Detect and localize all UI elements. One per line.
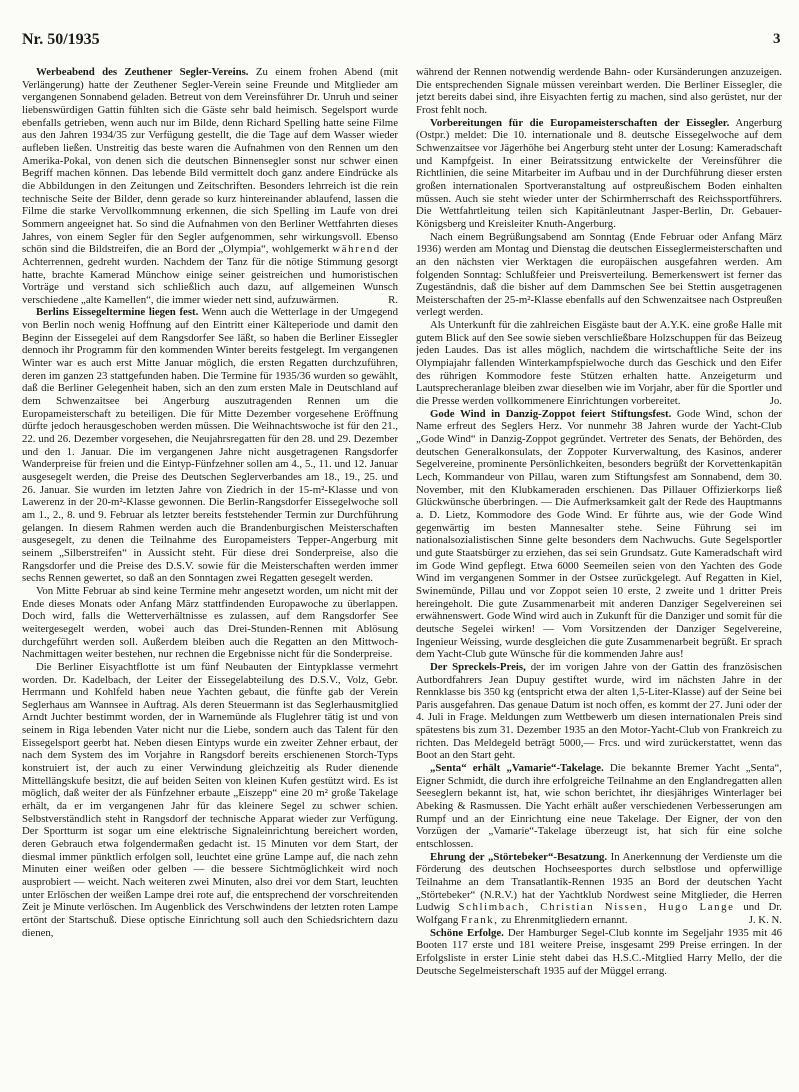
article-stoertebeker-text-mid: und Dr. Wolfgang bbox=[416, 901, 782, 926]
article-zeuthen-text: Zu einem frohen Abend (mit Verlängerung) hatte der Zeuthener Segler-Verein seine Freunde und Mitglieder am vergangenen Sonnabend geladen. Betreut von dem Vereinsführer Dr. Unruh und seiner liebenswürdigen Gattin fühlten sich die Gäste sehr bald heimisch. Segelsport wurde ebenfalls getrieben, wenn auch nur im Bilde, denn Richard Spelling hatte seine Filme aus den Jahren 1934/35 zur Verfügung gestellt, die die Tage auf dem Wasser wieder aufleben ließen. Unstreitig das beste waren die Aufnahmen von den Rennen um den Amerika-Pokal, von denen sich die deutschen Binnensegler sonst nur schwer einen Begriff machen können. Das lebende Bild vermittelt doch ganz andere Eindrücke als die Abbildungen in den Zeitungen und Zeitschriften. Besonders lehrreich ist die rein technische Seite der Bilder, denn gerade so kurz hintereinander ablaufend, lassen die Filme die starke Vervollkommnung erkennen, die sich Spelling im Laufe von drei Sommern angeeignet hat. So sind die Aufnahmen von den Berliner Wettfahrten dieses Jahres, von einem Segler für den Segler aufgenommen, sehr wirkungsvoll. Ebenso schön sind die Bildstreifen, die an Bord der „Olympia“, wohlgemerkt bbox=[22, 66, 398, 256]
article-european-championship-paragraph-2: Nach einem Begrüßungsabend am Sonntag (Ende Februar oder Anfang März 1936) werden am Montag und Dienstag die deutschen Eisseglermeisterschaften und an den nächsten vier Werktagen die europäischen ausgefahren werden. Am folgenden Sonntag: Schlußfeier und Preisverteilung. Bemerkenswert ist ferner das Zugeständnis, daß die bisher auf dem Dammschen See bei Stettin ausgetragenen Meisterschaften der 25-m²-Klasse ebenfalls auf den Schwenzaitsee nach Ostpreußen verlegt werden. bbox=[416, 230, 782, 319]
article-berlin-ice-title: Berlins Eissegeltermine liegen fest. bbox=[36, 306, 199, 319]
issue-number: Nr. 50/1935 bbox=[22, 31, 100, 48]
article-gode-wind-title: Gode Wind in Danzig-Zoppot feiert Stiftungsfest. bbox=[430, 407, 672, 420]
article-european-championship-text: Angerburg (Ostpr.) meldet: Die 10. internationale und 8. deutsche Eissegelwoche auf dem Schwenzaitsee vor Jägerhöhe bei Angerburg steht unter der Losung: Kameradschaft und Kampfgeist. In einer Beiratssitzung entwickelte der Vereinsführer die Richtlinien, die seine Mitarbeiter im Aufbau und in der Durchführung dieser ersten großen internationalen Sportveranstaltung auf ostpreußischem Boden einhalten müssen. Auch sie steht wieder unter der Schirmherrschaft des Reichssportführers. Die Wettfahrtleitung teilen sich Kapitänleutnant Jasper-Berlin, Dr. Gebauer-Königsberg und Kreisleiter Knuth-Angerburg. bbox=[416, 116, 782, 230]
article-zeuthen-text-end: der Achterrennen, gedreht wurden. Nachdem der Tanz für die nötige Stimmung gesorgt hatte, brachte Kamerad Münchow einige seiner geistreichen und humoristischen Vorträge und verstand sich schließlich auch dazu, auf allgemeinen Wunsch verschiedene „alte Kamellen“, die immer wieder nett sind, aufzuwärmen. bbox=[22, 243, 398, 306]
article-european-championship-text-3: Als Unterkunft für die zahlreichen Eisgäste baut der A.Y.K. eine große Halle mit gutem Blick auf den See sowie sieben verschließbare Holzschuppen für das Beizeug jeden Laudes. Das ist alles möglich, nachdem die wirtschaftliche Seite der ins Olympiajahr fallenden Winterkampfspielwoche durch das Geschick und den Eifer des rührigen Kommodore feste Stützen erhalten hatte. Anzeigeturm und Lautsprecheranlage bleiben zwar dieselben wie im Vorjahr, aber für die Sportler und die Presse werden vollkommenere Einrichtungen vorbereitet. bbox=[416, 319, 782, 408]
article-european-championship bbox=[416, 117, 782, 231]
article-european-championship-signature: Jo. bbox=[769, 395, 782, 408]
article-spreckels bbox=[416, 661, 782, 762]
article-successes-text: Der Hamburger Segel-Club konnte im Segeljahr 1935 mit 46 Booten 117 erste und 181 weitere Preise, insgesamt 299 Preise erringen. In der Erfolgsliste in erster Linie steht dabei das H.S.C.-Mitglied Harry Mello, der die Deutsche Segelmeisterschaft 1935 auf der Müggel errang. bbox=[416, 926, 782, 977]
article-zeuthen bbox=[22, 66, 398, 306]
article-stoertebeker-name-frank: Frank, bbox=[461, 913, 499, 926]
article-successes bbox=[416, 927, 782, 978]
article-stoertebeker-text: In Anerkennung der Verdienste um die Förderung des deutschen Hochseesportes durch selbstlose und opferwillige Teilnahme an dem Transatlantik-Rennen 1935 an Bord der deutschen Yacht „Störtebeker“ (N.R.V.) hat der Yachtklub Nordwest seine Mitglieder, die Herren Ludwig bbox=[416, 850, 782, 914]
article-stoertebeker-title: Ehrung der „Störtebeker“-Besatzung. bbox=[430, 850, 608, 863]
article-zeuthen-signature: R. bbox=[388, 293, 398, 306]
article-senta-title: „Senta“ erhält „Vamarie“-Takelage. bbox=[430, 762, 604, 775]
article-stoertebeker-names: Schlimbach, Christian Nissen, Hugo Lange bbox=[458, 901, 735, 914]
article-berlin-ice-paragraph-2: Von Mitte Februar ab sind keine Termine mehr angesetzt worden, um nicht mit der Ende dieses Monats oder Anfang März stattfindenden Europawoche zu überlappen. Doch wird, falls die Wetterverhältnisse es zulassen, auf dem Rangsdorfer See weitergesegelt werden, wobei auch das Drei-Stunden-Rennen mit Ablösung durchgeführt werden soll. Außerdem bleiben auch die Regatten an den Mittwoch-Nachmittagen weiter bestehen, nur rechnen die Ergebnisse nicht für die Sonderpreise. bbox=[22, 584, 398, 661]
article-successes-title: Schöne Erfolge. bbox=[430, 926, 504, 939]
article-senta bbox=[416, 762, 782, 851]
article-european-championship-paragraph-3 bbox=[416, 319, 782, 408]
article-stoertebeker-signature: J. K. N. bbox=[748, 913, 782, 926]
article-berlin-ice-paragraph-3: Die Berliner Eisyachtflotte ist um fünf Neubauten der Eintypklasse vermehrt worden. Dr. Kadelbach, der Leiter der Eissegelabteilung des D.S.V., Volz, Gebr. Herrmann und Kohlfeld haben neue Yachten gebaut, die fünfte gab der Verein Seglerhaus am Wannsee in Auftrag. Als deren Steuermann ist das Seglerhausmitglied Arndt Juchter bestimmt worden, der in Warnemünde als Fluglehrer tätig ist und von seinem in Riga lebenden Vater nicht nur die Liebe, sondern auch das Talent für den Eissegelsport geerbt hat. Neben diesen Eintyps wurde ein zweiter Zehner erbaut, der nach dem System des im Vorjahre in Rangsdorf bereits erschienenen Storch-Typs konstruiert ist, der auch zu einer Verwindung gleichzeitig als Ruder dienende Mittellängskufe besitzt, die auf beiden Seiten von kleinen Kufen gestützt wird. Es ist möglich, daß weiter der als Fünfzehner erbaute „Eiszepp“ eine 20 m² große Takelage erhält, da er im vergangenen Jahr für das kleinere Segel zu schwer schien. Selbstverständlich steht in Rangsdorf der technische Apparat wieder zur Verfügung. Der Sportturm ist sogar um eine elektrische Signaleinrichtung bereichert worden, deren Gebrauch etwa folgendermaßen gedacht ist. 15 Minuten vor dem Start, der diesmal immer pünktlich erfolgen soll, leuchtet eine grüne Lampe auf, die nach zehn Minuten einer weißen oder gelben — die bessere Sichtmöglichkeit wird noch ausprobiert — weicht. Nach weiteren zwei Minuten, also drei vor dem Start, leuchten unter Erlöschen der weißen Lampe drei rote auf, die entsprechend der vorschreitenden Zeit je Minute verlöschen. Im Augenblick des Verschwindens der letzten roten Lampe ertönt der Startschuß. Diese optische Einrichtung soll auch den Schiedsrichtern dazu dienen, bbox=[22, 660, 398, 939]
article-spreckels-title: Der Spreckels-Preis, bbox=[430, 660, 526, 673]
article-stoertebeker bbox=[416, 851, 782, 927]
article-zeuthen-title: Werbeabend des Zeuthener Segler-Vereins. bbox=[36, 66, 249, 78]
article-berlin-ice bbox=[22, 306, 398, 584]
article-berlin-ice-text: Wenn auch die Wetterlage in der Umgegend von Berlin noch wenig Hoffnung auf den Eintritt einer Kälteperiode und damit den Beginn der Eissegelei auf dem Rangsdorfer See läßt, so haben die Berliner Eissegler dennoch ihr Programm für den kommenden Winter bereits festgelegt. Im vergangenen Winter war es auch erst Mitte Januar möglich, die ersten Regatten durchzuführen, deren im ganzen 23 stattgefunden haben. Die Termine für 1935/36 wurden so gewählt, daß die Berliner Gelegenheit haben, sich an den zum ersten Male in Deutschland auf dem Schwenzaitsee bei Angerburg auszutragenden Rennen um die Europameisterschaft zu beteiligen. Die für Mitte Dezember vorgesehene Eröffnung dürfte jedoch herausgeschoben werden müssen. Die Weihnachtswoche ist für den 21., 22. und 26. Dezember vorgesehen, die Neujahrsregatten für den 28. und 29. Dezember und den 1. Januar. Die im vergangenen Jahre nicht ausgetragenen Rangsdorfer Wanderpreise für freien und die Eintyp-Fünfzehner sollen am 4., 5., 11. und 12. Januar ausgesegelt werden, die Preise des Deutschen Seglerverbandes am 18., 19., 25. und 26. Januar. Sie wurden im letzten Jahre von Ziedrich in der 15-m²-Klasse und von Lawerenz in der 20-m²-Klasse gewonnen. Die Berlin-Rangsdorfer Eissegelwoche soll am 1., 2., 8. und 9. Februar als letzter bereits feststehender Termin zur Durchführung gelangen. In diesem Rahmen werden auch die Brandenburgischen Meisterschaften ausgesegelt, zu denen die Teilnahme des Europameisters Tepper-Angerburg mit seinem „Silberstreifen“ in Aussicht steht. Für diese drei Sonderpreise, also die Rangsdorfer und die Preise des D.S.V. sowie für die Meisterschaften werden immer sechs Rennen gewertet, so daß an den Sonntagen zwei Regatten gesegelt werden. bbox=[22, 306, 398, 585]
article-stoertebeker-text-end: zu Ehrenmitgliedern ernannt. bbox=[501, 913, 628, 926]
article-senta-text: Die bekannte Bremer Yacht „Senta“, Eigner Schmidt, die durch ihre erfolgreiche Teilnahme an den Englandregatten allen Seeseglern bekannt ist, hat, wie schon berichtet, ihr diesjähriges Winterlager bei Abeking & Rasmussen. Die Yacht erhält außer verschiedenen Verbesserungen am Rumpf und an der Einrichtung eine neue Takelage. Der Eigner, der von den Vorzügen der „Vamarie“-Takelage überzeugt ist, hat sich für eine solche entschlossen. bbox=[416, 762, 782, 851]
left-column bbox=[22, 66, 398, 1092]
article-european-championship-title: Vorbereitungen für die Europameisterschaften der Eissegler. bbox=[430, 116, 730, 129]
article-berlin-ice-continued: während der Rennen notwendig werdende Bahn- oder Kursänderungen anzuzeigen. Die entsprechenden Signale müssen vereinbart werden. Die Berliner Eissegler, die jetzt bereits dabei sind, ihre Eisyachten fertig zu machen, sind also gerüstet, nur der Frost fehlt noch. bbox=[416, 66, 782, 116]
page-number: 3 bbox=[773, 31, 781, 47]
article-zeuthen-spaced-word: während bbox=[332, 243, 381, 256]
article-spreckels-text: der im vorigen Jahre von der Gattin des französischen Autbordfahrers Jean Dupuy gestiftet wurde, wird im nächsten Jahre in der Rennklasse bis 350 kg (entspricht etwa der alten 1,5-Liter-Klasse) auf der Seine bei Paris ausgefahren. Das genaue Datum ist noch offen, es kommt der 27. Juni oder der 4. Juli in Frage. Meldungen zum Wettbewerb um diesen internationalen Preis sind spätestens bis zum 31. Dezember 1935 an den Motor-Yacht-Club von Frankreich zu richten. Das Meldegeld beträgt 5000,— Frcs. und wird zurückerstattet, wenn das Boot an den Start geht. bbox=[416, 660, 782, 762]
right-column bbox=[416, 66, 782, 1092]
article-gode-wind bbox=[416, 408, 782, 661]
article-gode-wind-text: Gode Wind, schon der Name erfreut des Seglers Herz. Vor nunmehr 38 Jahren wurde der Yacht-Club „Gode Wind“ in Danzig-Zoppot gegründet. Vertreter des Senats, der Behörden, des deutschen Generalkonsulats, der Zoppoter Kurverwaltung, des Kasinos, anderer Segelvereine, prominente Persönlichkeiten, besonders begrüßt der Korvettenkapitän Lech, Kommandeur von Pillau, waren zum Stiftungsfest am Sonnabend, dem 30. November, mit den Klubkameraden erschienen. Das Pillauer Offizierkorps ließ Glückwünsche überbringen. — Die Aufmerksamkeit galt der Rede des Hauptmanns a. D. Lietz, Kommodore des Gode Wind. Er führte aus, wie der Gode Wind gegenwärtig im besten Mannesalter stehe. Seine Führung sei im nationalsozialistischen Sinne gelte besonders dem Nachwuchs. Gute Segelsportler und gute Staatsbürger zu erziehen, das sei sein Grundsatz. Gute Kameradschaft wird im Gode Wind gepflegt. Etwa 6000 Seemeilen seien von den Yachten des Gode Wind im vergangenen Sommer in der Ostsee zurückgelegt. Auf Regatten in Kiel, Swinemünde, Pillau und vor Zoppot seien 10 erste, 2 zweite und 1 dritter Preis hereingeholt. Die gute Zusammenarbeit mit anderen Danziger Segelvereinen sei erwähnenswert. Gode Wind wird auch in Zukunft für die Danziger und somit für die deutsche Segelei wirken! — Vom Vorsitzenden der Danziger Segelvereine, Ingenieur Weissing, wurde desgleichen die gute Zusammenarbeit begrüßt. Er sprach dem Yacht-Club gute Wünsche für die kommenden Jahre aus! bbox=[416, 407, 782, 661]
